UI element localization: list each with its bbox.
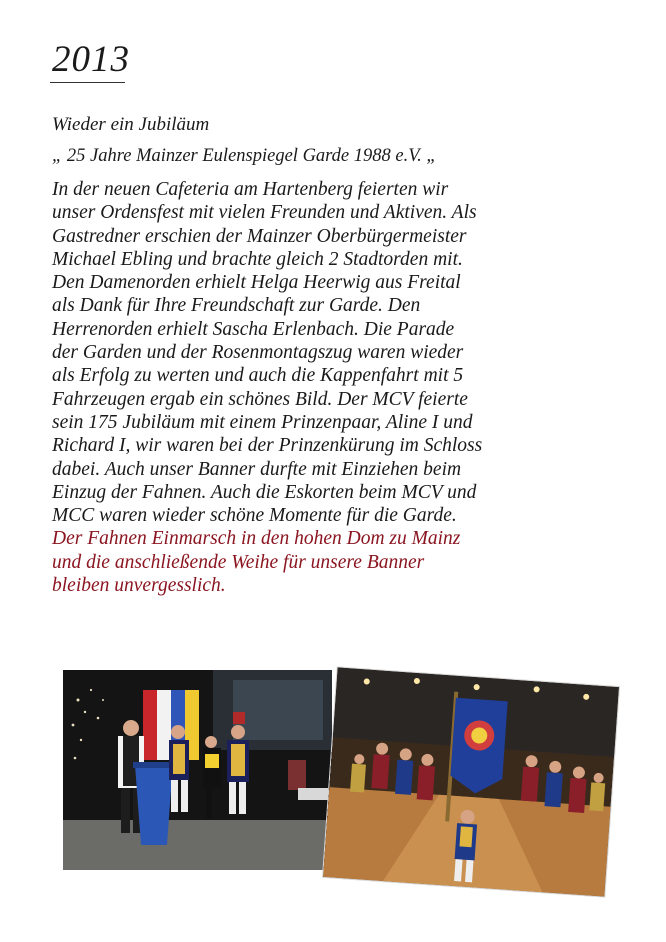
body-line: sein 175 Jubiläum mit einem Prinzenpaar, Aline I und bbox=[52, 411, 473, 433]
photo-banner-parade bbox=[323, 667, 619, 896]
highlight-line: und die anschließende Weihe für unsere Banner bbox=[52, 551, 425, 573]
body-text bbox=[52, 178, 612, 597]
body-line: Herrenorden erhielt Sascha Erlenbach. Die Parade bbox=[52, 318, 455, 340]
body-line: Gastredner erschien der Mainzer Oberbürgermeister bbox=[52, 225, 467, 247]
body-line: als Dank für Ihre Freundschaft zur Garde. Den bbox=[52, 295, 421, 317]
body-line: Michael Ebling und brachte gleich 2 Stadtorden mit. bbox=[52, 248, 463, 270]
body-line: dabei. Auch unser Banner durfte mit Einziehen beim bbox=[52, 458, 462, 480]
body-line: Den Damenorden erhielt Helga Heerwig aus Freital bbox=[52, 272, 461, 294]
body-line: der Garden und der Rosenmontagszug waren wieder bbox=[52, 342, 464, 364]
highlight-line: bleiben unvergesslich. bbox=[52, 575, 226, 597]
body-line: Einzug der Fahnen. Auch die Eskorten beim MCV und bbox=[52, 481, 477, 503]
subtitle: Wieder ein Jubiläum bbox=[52, 114, 210, 135]
body-line: als Erfolg zu werten und auch die Kappenfahrt mit 5 bbox=[52, 365, 464, 387]
year-heading: 2013 bbox=[52, 39, 130, 80]
highlight-line: Der Fahnen Einmarsch in den hohen Dom zu Mainz bbox=[52, 528, 461, 550]
body-line: Fahrzeugen ergab ein schönes Bild. Der MCV feierte bbox=[52, 388, 468, 410]
body-line: Richard I, wir waren bei der Prinzenkürung im Schloss bbox=[52, 435, 483, 457]
body-line: In der neuen Cafeteria am Hartenberg feierten wir bbox=[52, 179, 449, 200]
photo-ordensfest bbox=[63, 670, 332, 870]
year-underline bbox=[50, 82, 125, 83]
body-line: MCC waren wieder schöne Momente für die Garde. bbox=[52, 505, 457, 527]
anniversary-quote: „ 25 Jahre Mainzer Eulenspiegel Garde 1988 e.V. „ bbox=[52, 146, 437, 166]
body-line: unser Ordensfest mit vielen Freunden und Aktiven. Als bbox=[52, 202, 477, 224]
